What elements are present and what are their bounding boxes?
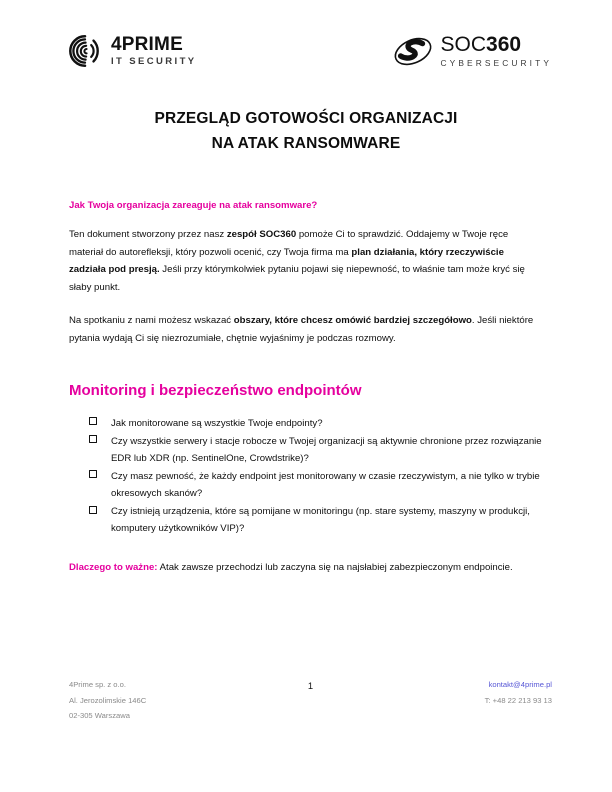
soc360-brand <box>441 34 553 55</box>
checkbox-icon[interactable] <box>89 470 97 478</box>
intro-p1-bold2: plan działania, który rzeczywiście zadziała pod presją. <box>69 246 504 276</box>
checkbox-icon[interactable] <box>89 506 97 514</box>
list-item[interactable] <box>89 415 543 432</box>
logo-4prime-text <box>111 35 197 67</box>
footer-street: Al. Jerozolimskie 146C <box>69 695 147 705</box>
intro-p2-bold1: obszary, które chcesz omówić bardziej szczegółowo <box>233 315 472 327</box>
logo-soc360 <box>393 34 553 67</box>
page-title-line-2: NA ATAK RANSOMWARE <box>211 135 401 153</box>
logo-soc360-text <box>441 34 553 67</box>
list-item-label: Czy masz pewność, że każdy endpoint jest monitorowany w czasie rzeczywistym, a nie tylko w trybie okresowych skanów? <box>111 470 540 499</box>
brand-name: 4PRIME <box>111 34 183 56</box>
page-title <box>60 106 552 156</box>
intro-p1-part1: Ten dokument stworzony przez nasz <box>69 229 227 241</box>
soc360-brand-light: SOC <box>440 33 487 57</box>
intro-heading: Jak Twoja organizacja zareaguje na atak ransomware? <box>69 200 318 211</box>
checkbox-icon[interactable] <box>89 435 97 443</box>
footer-city: 02-305 Warszawa <box>69 711 130 721</box>
document-content <box>69 200 543 577</box>
page-number: 1 <box>307 680 314 692</box>
importance-note-label: Dlaczego to ważne: <box>69 562 158 574</box>
intro-p1-part3: Jeśli przy którymkolwiek pytaniu pojawi się niepewność, to właśnie tam może kryć się słaby punkt. <box>69 264 525 293</box>
list-item[interactable] <box>89 503 543 537</box>
soc360-tagline: CYBERSECURITY <box>440 58 552 69</box>
intro-p1-part2: pomoże Ci to sprawdzić. Oddajemy w Twoje ręce materiał do autorefleksji, który pozwoli ocenić, czy Twoja firma ma <box>69 229 509 258</box>
footer-email-link[interactable]: kontakt@4prime.pl <box>488 680 552 690</box>
page-header <box>68 28 552 74</box>
list-item-label: Czy istnieją urządzenia, które są pomijane w monitoringu (np. stare systemy, maszyny w produkcji, komputery użytkowników VIP)? <box>111 506 530 535</box>
list-item-label: Czy wszystkie serwery i stacje robocze w Twojej organizacji są aktywnie chronione przez rozwiązanie EDR lub XDR (np. SentinelOne, Crowdstrike)? <box>111 435 542 464</box>
intro-paragraph-2 <box>69 312 543 347</box>
logo-4prime <box>68 34 197 68</box>
checklist <box>69 415 543 537</box>
checkbox-icon[interactable] <box>89 417 97 425</box>
swoosh-s-icon <box>393 36 433 67</box>
importance-note <box>69 559 543 576</box>
intro-paragraph-1 <box>69 226 543 296</box>
brand-tagline: IT SECURITY <box>111 56 197 68</box>
fingerprint-icon <box>68 34 102 68</box>
intro-p2-part1: Na spotkaniu z nami możesz wskazać <box>69 315 234 327</box>
footer-contact-block <box>485 677 552 708</box>
page-title-line-1: PRZEGLĄD GOTOWOŚCI ORGANIZACJI <box>154 110 458 127</box>
soc360-brand-bold: 360 <box>486 33 522 57</box>
list-item[interactable] <box>89 468 543 502</box>
footer-company: 4Prime sp. z o.o. <box>69 680 126 690</box>
importance-note-text: Atak zawsze przechodzi lub zaczyna się na najsłabiej zabezpieczonym endpoincie. <box>157 562 513 574</box>
footer-phone: T: +48 22 213 93 13 <box>484 695 552 705</box>
intro-p1-bold1: zespół SOC360 <box>226 229 297 241</box>
list-item[interactable] <box>89 433 543 467</box>
list-item-label: Jak monitorowane są wszystkie Twoje endpointy? <box>111 417 323 429</box>
section-heading: Monitoring i bezpieczeństwo endpointów <box>69 382 362 400</box>
page-footer <box>69 677 552 724</box>
intro-p2-part2: . Jeśli niektóre pytania wydają Ci się niezrozumiałe, chętnie wyjaśnimy je podczas rozmowy. <box>69 315 534 344</box>
